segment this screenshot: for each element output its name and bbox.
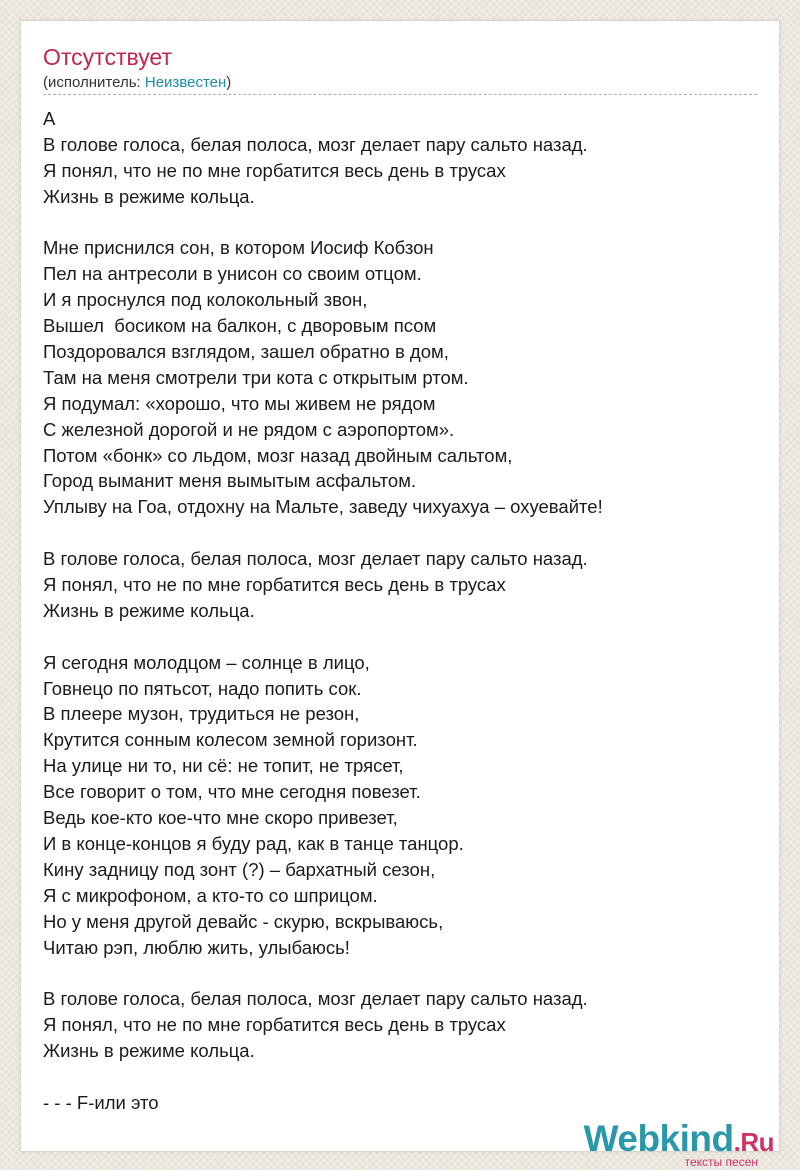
lyric-line: Жизнь в режиме кольца. — [43, 1040, 255, 1062]
lyric-line: С железной дорогой и не рядом с аэропортом». — [43, 418, 455, 440]
lyric-line: И я проснулся под колокольный звон, — [43, 289, 368, 311]
lyric-line: Я подумал: «хорошо, что мы живем не рядом — [43, 392, 436, 414]
lyric-line — [43, 624, 763, 650]
lyric-line: Потом «бонк» со льдом, мозг назад двойным сальтом, — [43, 444, 513, 466]
lyric-line: Уплыву на Гоа, отдохну на Мальте, заведу чихуахуа – охуевайте! — [43, 496, 603, 518]
lyric-line: Там на меня смотрели три кота с открытым ртом. — [43, 366, 469, 388]
lyric-line: Читаю рэп, люблю жить, улыбаюсь! — [43, 936, 350, 958]
artist-link[interactable]: Неизвестен — [144, 74, 227, 91]
lyrics-card — [20, 20, 780, 1152]
lyric-line: Ведь кое-кто кое-что мне скоро привезет, — [43, 807, 398, 829]
lyric-line: В голове голоса, белая полоса, мозг делает пару сальто назад. — [43, 988, 588, 1010]
lyric-line: В плеере музон, трудиться не резон, — [43, 703, 360, 725]
lyric-line: Жизнь в режиме кольца. — [43, 185, 255, 207]
lyric-line: В голове голоса, белая полоса, мозг делает пару сальто назад. — [43, 133, 588, 155]
lyric-line: Я сегодня молодцом – солнце в лицо, — [43, 651, 370, 673]
lyric-line: Поздоровался взглядом, зашел обратно в дом, — [43, 341, 449, 363]
lyric-line: Я понял, что не по мне горбатится весь день в трусах — [43, 574, 506, 596]
lyrics-text — [43, 106, 763, 1116]
lyric-line: Я с микрофоном, а кто-то со шприцом. — [43, 884, 378, 906]
dashed-divider — [43, 94, 757, 95]
lyric-line: Кину задницу под зонт (?) – бархатный сезон, — [43, 858, 436, 880]
lyric-line: Жизнь в режиме кольца. — [43, 599, 255, 621]
lyric-line — [43, 520, 763, 546]
lyric-line: A — [43, 108, 56, 129]
lyric-line: Говнецо по пятьсот, надо попить сок. — [43, 677, 362, 699]
artist-line — [43, 73, 231, 93]
lyric-line: И в конце-концов я буду рад, как в танце танцор. — [43, 832, 464, 854]
lyric-line: Город выманит меня вымытым асфальтом. — [43, 470, 417, 492]
lyric-line: Я понял, что не по мне горбатится весь день в трусах — [43, 1014, 506, 1036]
lyric-line: - - - F-или это — [43, 1091, 159, 1113]
lyric-line: В голове голоса, белая полоса, мозг делает пару сальто назад. — [43, 548, 588, 570]
lyric-line — [43, 210, 763, 236]
watermark-brand: Webkind — [583, 1118, 734, 1159]
lyric-line: Пел на антресоли в унисон со своим отцом. — [43, 263, 422, 285]
artist-suffix: ) — [226, 74, 232, 91]
lyric-line: Вышел босиком на балкон, с дворовым псом — [43, 315, 437, 337]
lyric-line — [43, 1064, 763, 1090]
song-title: Отсутствует — [43, 44, 172, 70]
artist-prefix: (исполнитель: — [43, 74, 145, 91]
lyric-line: Все говорит о том, что мне сегодня повезет. — [43, 781, 421, 803]
lyric-line: Мне приснился сон, в котором Иосиф Кобзон — [43, 237, 434, 259]
watermark-tld: .Ru — [733, 1127, 774, 1157]
site-watermark — [584, 1119, 774, 1168]
lyric-line: Крутится сонным колесом земной горизонт. — [43, 729, 418, 751]
lyric-line — [43, 960, 763, 986]
lyric-line: На улице ни то, ни сё: не топит, не трясет, — [43, 755, 404, 777]
lyric-line: Но у меня другой девайс - скурю, вскрываюсь, — [43, 910, 444, 932]
watermark-tagline: тексты песен — [684, 1155, 758, 1169]
lyric-line: Я понял, что не по мне горбатится весь день в трусах — [43, 159, 506, 181]
